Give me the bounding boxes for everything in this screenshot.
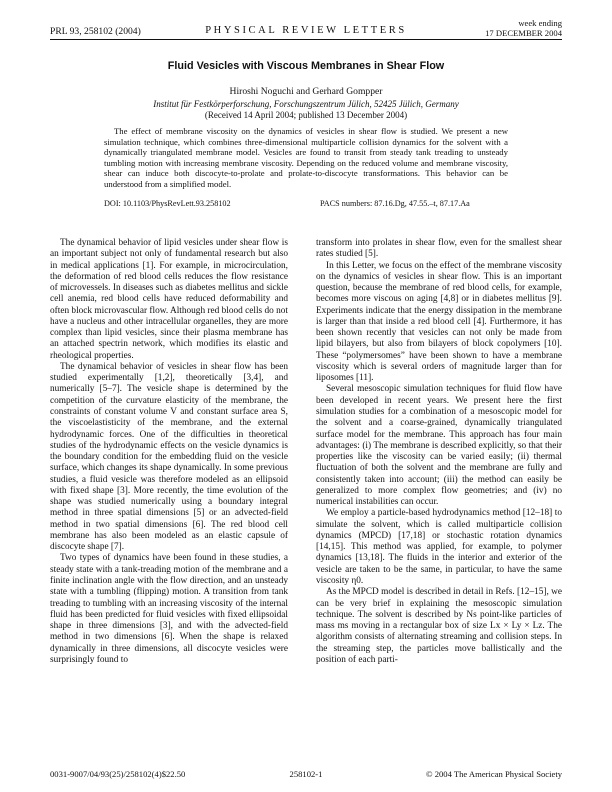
article-code: 0031-9007/04/93(25)/258102(4)$22.50 bbox=[50, 769, 186, 779]
paragraph: In this Letter, we focus on the effect of the membrane viscosity on the dynamics of vesicles in shear flow. This is an important question, because the membrane of red blood cells, for example, becomes more viscous on aging [4,8] or in diabetes mellitus [9]. Experiments indicate that the energy dissipation in the membrane is larger than that inside a red blood cell [4]. Furthermore, it has been shown recently that vesicles can not only be made from lipid bilayers, but also from bilayers of block copolymers [10]. These “polymersomes” have been shown to have a membrane viscosity which is several orders of magnitude larger than for liposomes [11]. bbox=[316, 260, 562, 384]
paragraph: We employ a particle-based hydrodynamics method [12–18] to simulate the solvent, which is called multiparticle collision dynamics (MPCD) [17,18] or stochastic rotation dynamics [14,15]. This method was applied, for example, to polymer dynamics [13,18]. The fluids in the interior and exterior of the vesicle are taken to be the same, in particular, to have the same viscosity η0. bbox=[316, 508, 562, 586]
issue-date bbox=[485, 19, 562, 38]
received-dates: (Received 14 April 2004; published 13 December 2004) bbox=[204, 110, 408, 120]
journal-name: PHYSICAL REVIEW LETTERS bbox=[205, 25, 407, 36]
abstract: The effect of membrane viscosity on the dynamics of vesicles in shear flow is studied. We present a new simulation technique, which combines three-dimensional multiparticle collision dynamics for the solvent with a dynamically triangulated membrane model. Vesicles are found to transit from steady tank treading to unsteady tumbling motion with increasing membrane viscosity. Depending on the reduced volume and membrane viscosity, shear can induce both discocyte-to-prolate and prolate-to-discocyte transformations. This behavior can be understood from a simplified model. bbox=[104, 126, 508, 189]
paragraph: The dynamical behavior of lipid vesicles under shear flow is an important subject not only of fundamental research but also in medical applications [1]. For example, in microcirculation, the deformation of red blood cells reduces the flow resistance of microvessels. In diseases such as diabetes mellitus and sickle cell anemia, red blood cells have reduced deformability and often block microvascular flow. Although red blood cells do not have a nucleus and other intracellular organelles, they are more complex than lipid vesicles, since their plasma membrane has an attached spectrin network, which modifies its elastic and rheological properties. bbox=[50, 238, 288, 361]
body-column-left bbox=[50, 238, 288, 666]
doi-link[interactable]: DOI: 10.1103/PhysRevLett.93.258102 bbox=[104, 199, 231, 208]
copyright: © 2004 The American Physical Society bbox=[426, 769, 562, 779]
article-title: Fluid Vesicles with Viscous Membranes in Shear Flow bbox=[167, 60, 445, 72]
paragraph-continued: transform into prolates in shear flow, even for the smallest shear rates studied [5]. bbox=[316, 238, 562, 260]
author-list: Hiroshi Noguchi and Gerhard Gompper bbox=[229, 86, 383, 97]
page-number: 258102-1 bbox=[289, 769, 323, 779]
affiliation: Institut für Festkörperforschung, Forschungszentrum Jülich, 52425 Jülich, Germany bbox=[153, 99, 459, 109]
paragraph: The dynamical behavior of vesicles in shear flow has been studied experimentally [1,2], theoretically [3,4], and numerically [5–7]. The vesicle shape is determined by the competition of the curvature elasticity of the membrane, the constraints of constant volume V and constant surface area S, the viscoelastisticity of the membrane, and the external hydrodynamic forces. One of the difficulties in theoretical studies of the hydrodynamic effects on the vesicle dynamics is the boundary condition for the embedding fluid on the vesicle surface, which changes its shape dynamically. In some previous studies, a fluid vesicle was therefore modeled as an ellipsoid with fixed shape [3]. More recently, the time evolution of the shape was studied numerically using a boundary integral method in three spatial dimensions [5] or an advected-field method in two spatial dimensions [6]. The red blood cell membrane has also been modeled as an elastic capsule of discocyte shape [7]. bbox=[50, 361, 288, 553]
paragraph: Two types of dynamics have been found in these studies, a steady state with a tank-treading motion of the membrane and a finite inclination angle with the flow direction, and an unsteady state with a tumbling (flipping) motion. A transition from tank treading to tumbling with an increasing viscosity of the internal fluid has been predicted for fluid vesicles with fixed ellipsoidal shape in three dimensions [3], and with the advected-field method in two dimensions [6]. When the shape is relaxed dynamically in three dimensions, all discocyte vesicles were surprisingly found to bbox=[50, 553, 288, 665]
week-label: week ending bbox=[518, 18, 562, 28]
header-rule bbox=[50, 39, 562, 40]
paragraph: As the MPCD model is described in detail in Refs. [12–15], we can be very brief in explaining the mesoscopic simulation technique. The solvent is described by Ns point-like particles of mass ms moving in a rectangular box of size Lx × Ly × Lz. The algorithm consists of alternating streaming and collision steps. In the streaming step, the particles move ballistically and the position of each parti- bbox=[316, 587, 562, 665]
body-column-right bbox=[316, 238, 562, 666]
pacs-numbers: PACS numbers: 87.16.Dg, 47.55.–t, 87.17.Aa bbox=[320, 199, 470, 208]
week-date: 17 DECEMBER 2004 bbox=[485, 27, 562, 38]
journal-reference: PRL 93, 258102 (2004) bbox=[50, 26, 141, 37]
paragraph: Several mesoscopic simulation techniques for fluid flow have been developed in recent years. We present here the first simulation studies for a combination of a mesoscopic model for the solvent and a coarse-grained, dynamically triangulated surface model for the membrane. This approach has four main advantages: (i) The membrane is described explicitly, so that their properties like the viscosity can be varied easily; (ii) thermal fluctuation of both the solvent and the membrane are fully and consistently taken into account; (iii) the method can easily be generalized to more complex flow geometries; and (iv) no numerical instabilities can occur. bbox=[316, 384, 562, 508]
